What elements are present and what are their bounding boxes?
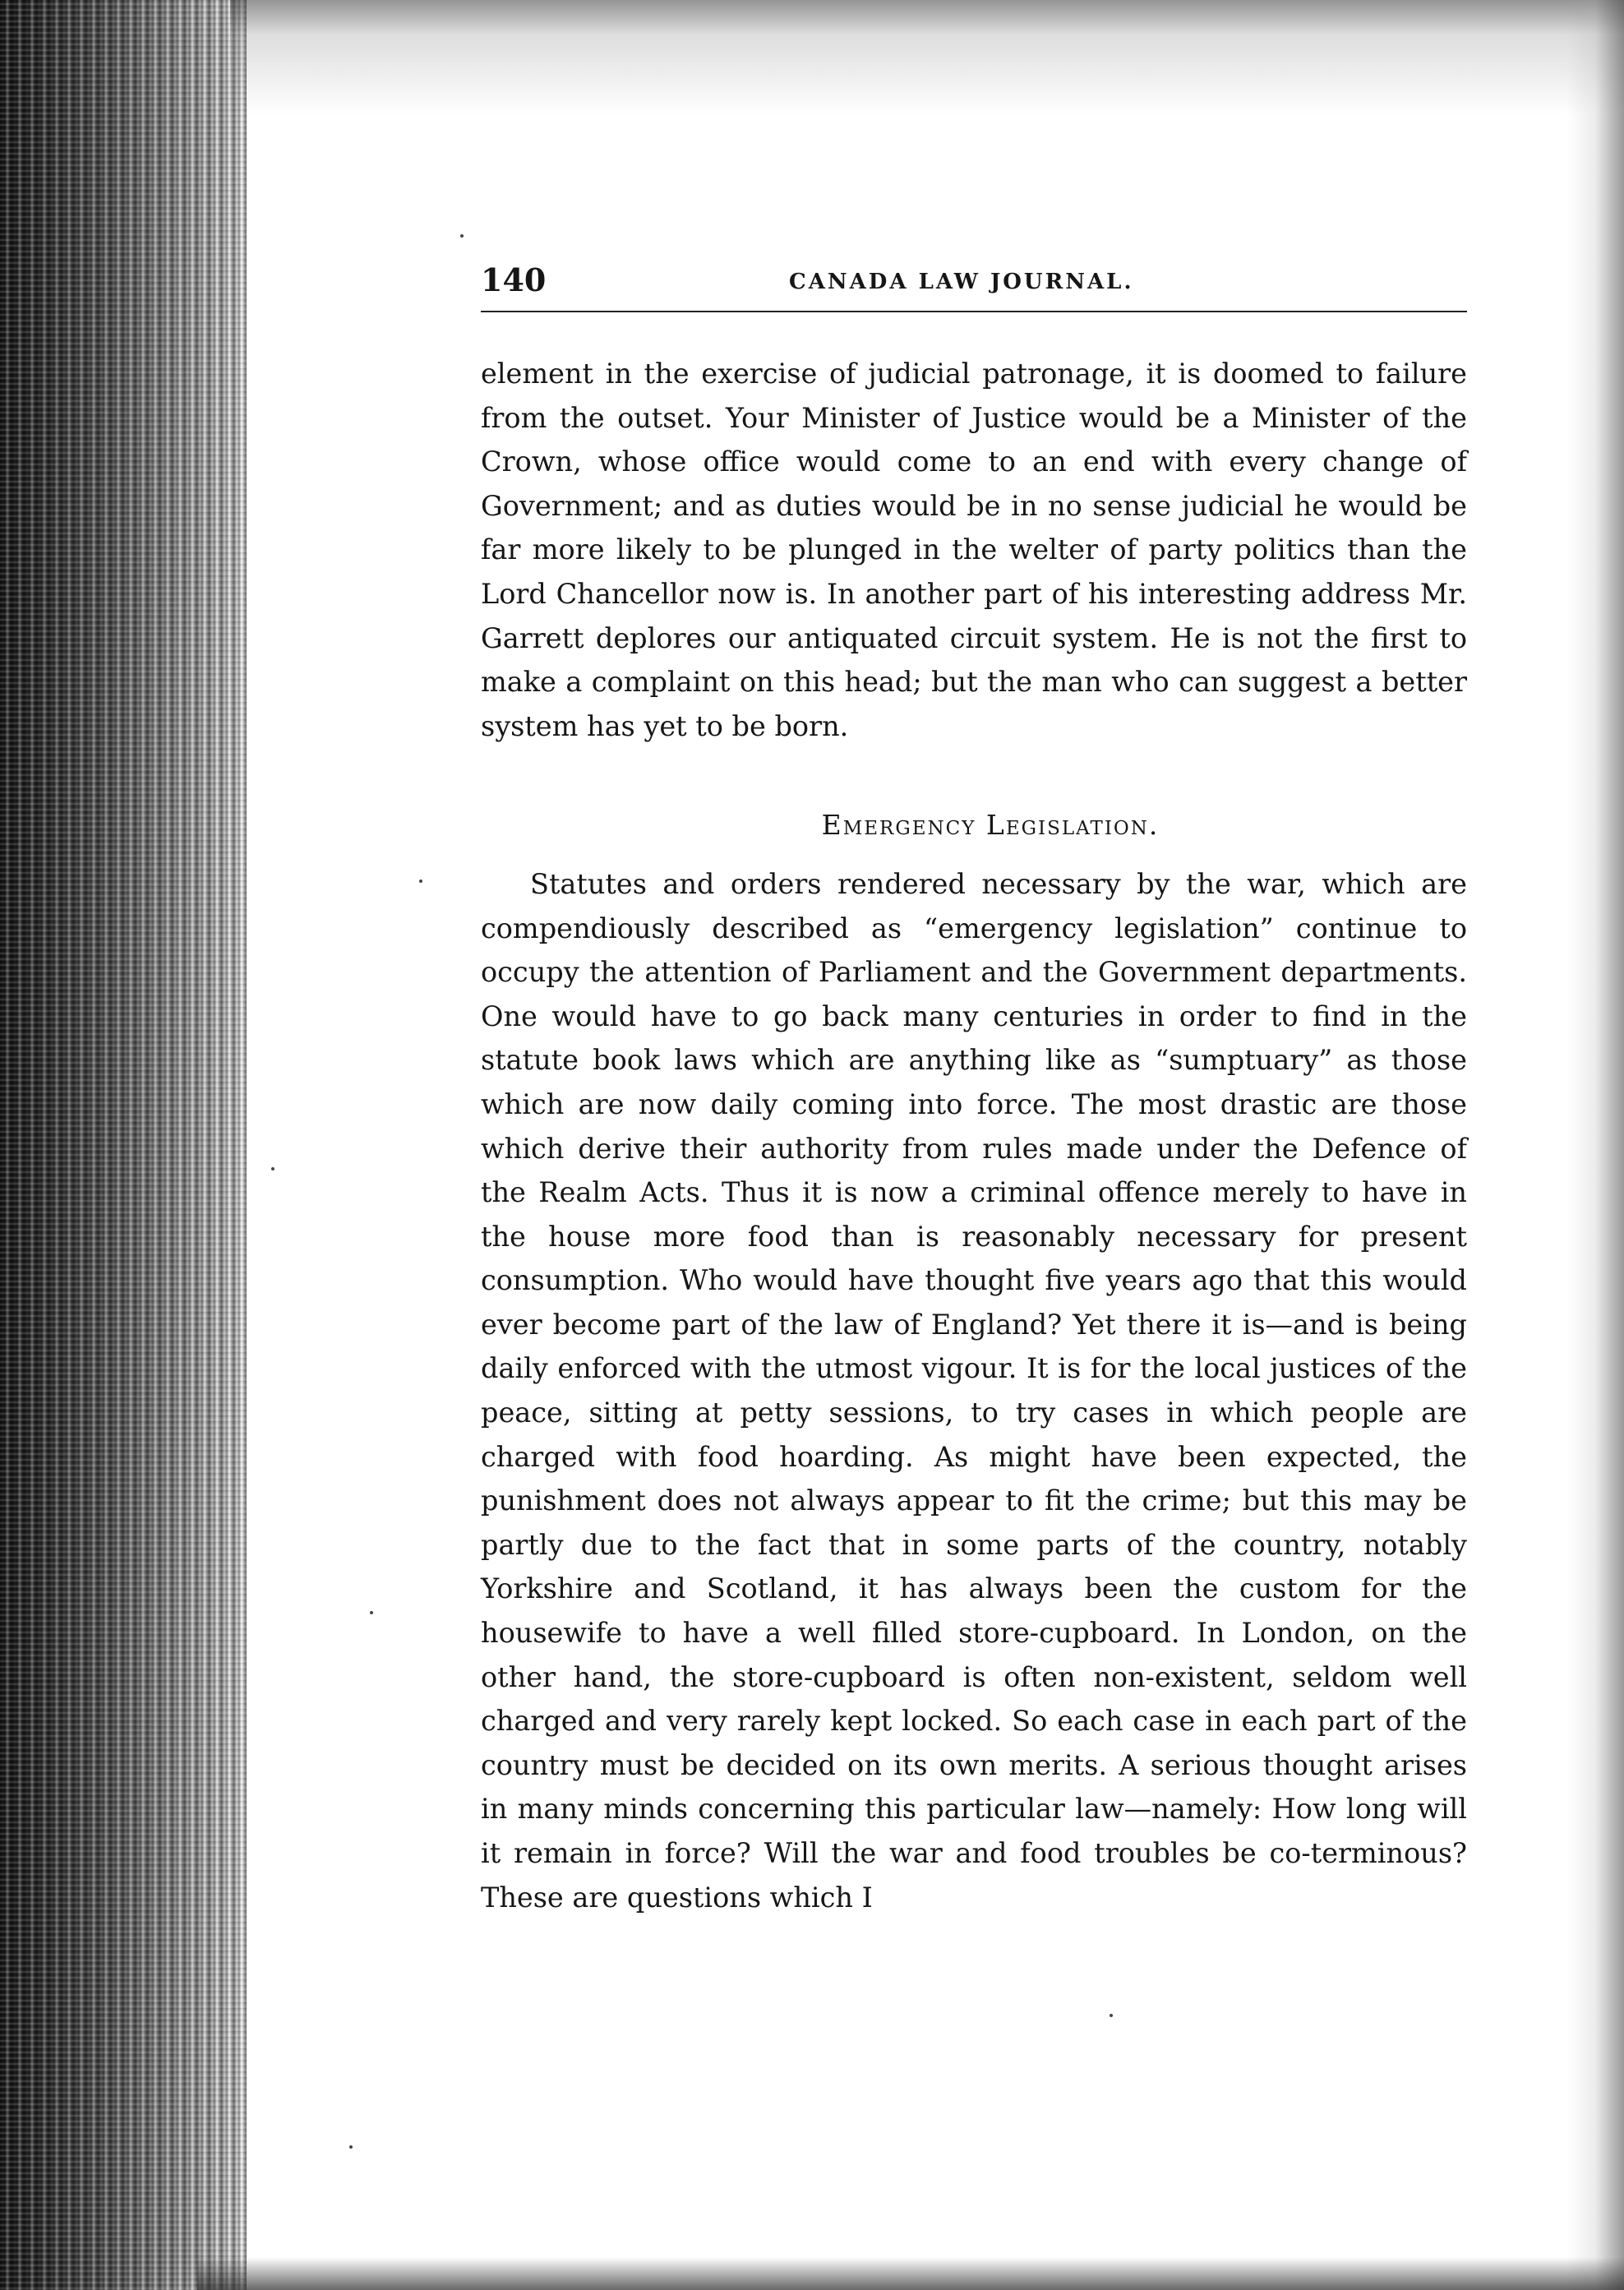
scan-speck bbox=[460, 234, 464, 238]
journal-page bbox=[481, 247, 1471, 1914]
scan-speck bbox=[370, 1611, 373, 1614]
continuation-paragraph: element in the exercise of judicial patronage, it is doomed to failure from the outset. Your Minister of Justice would be a Minister of the Crown, whose office would come to an end with every change of Government; and as duties would be in no sense judicial he would be far more likely to be plunged in the welter of party politics than the Lord Chancellor now is. In another part of his interesting address Mr. Garrett deplores our antiquated circuit system. He is not the first to make a complaint on this head; but the man who can suggest a better system has yet to be born. bbox=[481, 358, 1467, 742]
header-rule bbox=[481, 311, 1467, 312]
scan-speck bbox=[1110, 2014, 1113, 2017]
journal-title: CANADA LAW JOURNAL. bbox=[789, 270, 1134, 294]
page-number: 140 bbox=[481, 261, 547, 298]
section-heading: Emergency Legislation. bbox=[821, 809, 1160, 842]
scanned-top-shadow bbox=[230, 0, 1624, 115]
article-body bbox=[481, 352, 1467, 1919]
scanned-right-shadow bbox=[1566, 0, 1624, 2290]
scan-noise bbox=[0, 0, 247, 2290]
scanned-bottom-shadow bbox=[197, 2257, 1624, 2290]
scan-speck bbox=[419, 880, 422, 883]
running-head bbox=[481, 247, 1471, 304]
scan-speck bbox=[271, 1167, 275, 1170]
scan-speck bbox=[349, 2145, 353, 2149]
section-paragraph: Statutes and orders rendered necessary by the war, which are compendiously described as “emergency legislation” continue to occupy the attention of Parliament and the Government departments. One would have to go back many centuries in order to find in the statute book laws which are anything like as “sumptuary” as those which are now daily coming into force. The most drastic are those which derive their authority from rules made under the Defence of the Realm Acts. Thus it is now a criminal offence merely to have in the house more food than is reasonably necessary for present consumption. Who would have thought five years ago that this would ever become part of the law of England? Yet there it is—and is being daily enforced with the utmost vigour. It is for the local justices of the peace, sitting at petty sessions, to try cases in which people are charged with food hoarding. As might have been expected, the punishment does not always appear to fit the crime; but this may be partly due to the fact that in some parts of the country, notably Yorkshire and Scotland, it has always been the custom for the housewife to have a well filled store-cupboard. In London, on the other hand, the store-cupboard is often non-existent, seldom well charged and very rarely kept locked. So each case in each part of the country must be decided on its own merits. A serious thought arises in many minds concerning this particular law—namely: How long will it remain in force? Will the war and food troubles be co-terminous? These are questions which I bbox=[481, 867, 1467, 1914]
